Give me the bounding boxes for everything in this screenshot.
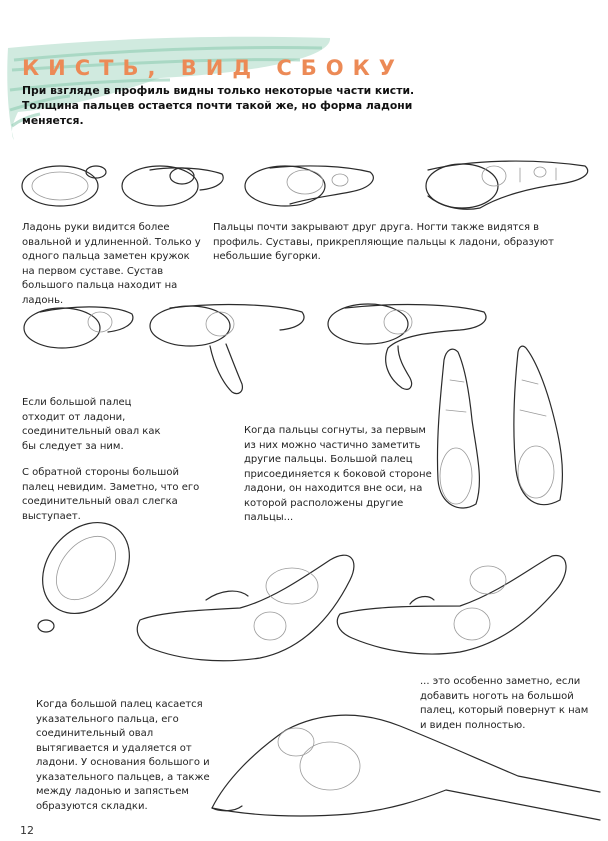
page-title: КИСТЬ, ВИД СБОКУ [22,56,404,80]
note-thumb-apart: Если большой палец отходит от ладони, соединительный овал как бы следует за ним. [22,397,161,452]
back-hand-oval [25,505,147,632]
intro-text: При взгляде в профиль видны только некоторые части кисти. Толщина пальцев остается почти такой же, но форма ладони меняется. [22,84,415,127]
note-fingers-bent: Когда пальцы согнуты, за первым из них можно частично заметить другие пальцы. Большой палец присоединяется к боковой стороне ладони, он находится вне оси, на которой расположены другие пальцы... [244,425,432,523]
palm-oval-sequence [22,161,588,209]
palm-up-hands [137,555,566,661]
page-number: 12 [20,824,34,837]
note-other-side: С обратной стороны большой палец невидим. Заметно, что его соединительный овал слегка выступает. [22,467,200,522]
note-palm-oval: Ладонь руки видится более овальной и удлиненной. Только у одного пальца заметен кружок на первом суставе. Сустав большого пальца находит на ладонь. [22,222,201,306]
thumb-apart-sequence [24,304,486,394]
note-thumb-touch: Когда большой палец касается указательного пальца, его соединительный овал вытягивается и удаляется от ладони. У основания большого и указательного пальцев, а также между ладонью и запястьем образуются складки. [36,699,210,812]
vertical-hands [437,346,562,508]
note-fingers-overlap: Пальцы почти закрывают друг друга. Ногти также видятся в профиль. Суставы, прикрепляющие пальцы к ладони, образуют небольшие бугорки. [213,222,554,262]
note-nail-visible: ... это особенно заметно, если добавить ноготь на большой палец, который повернут к нам и виден полностью. [420,676,589,731]
